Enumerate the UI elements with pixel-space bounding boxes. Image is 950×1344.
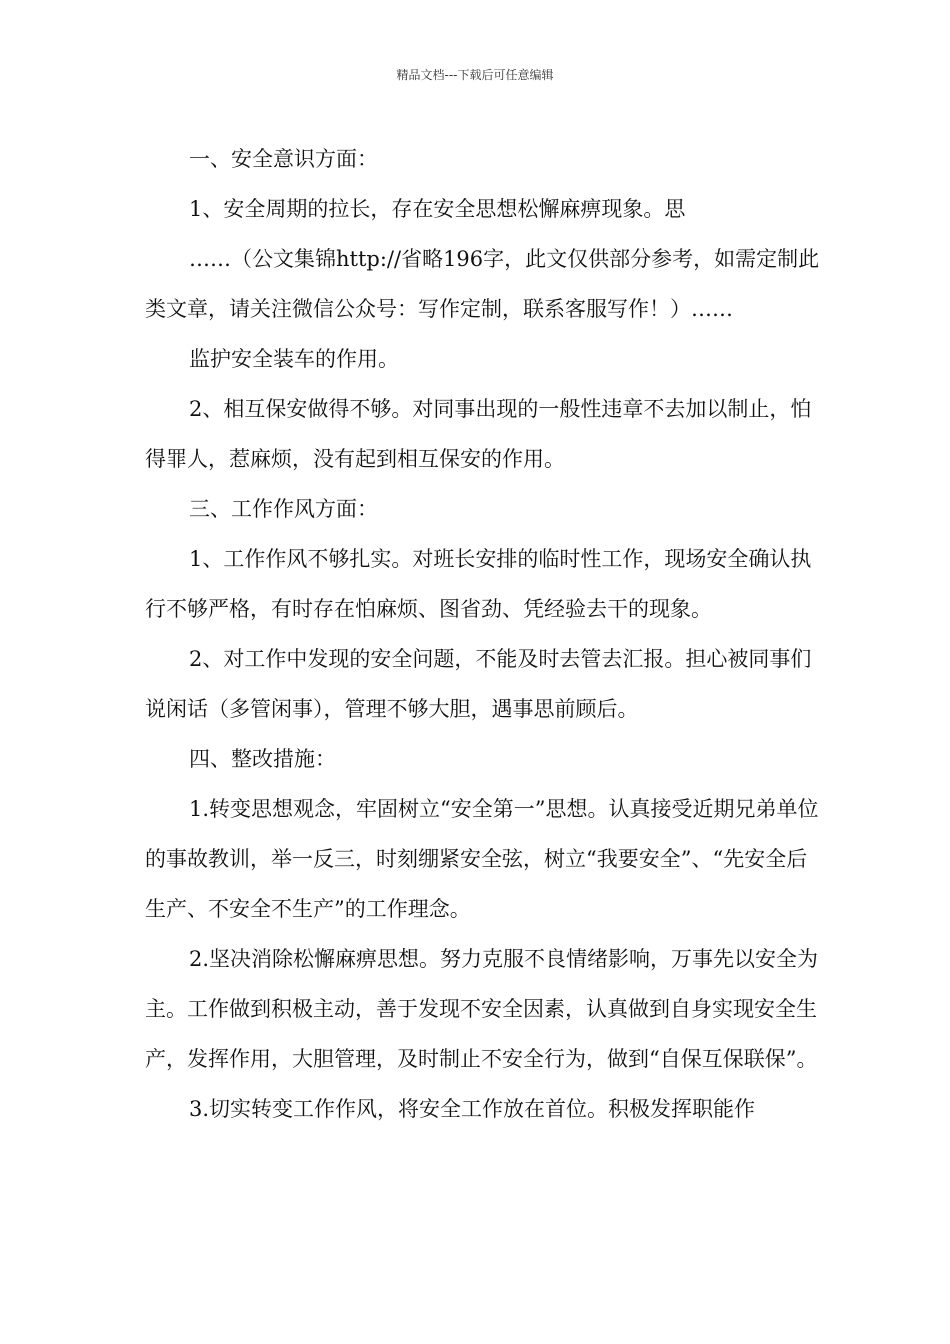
paragraph: 1、工作作风不够扎实。对班长安排的临时性工作，现场安全确认执行不够严格，有时存在怕麻烦、图省劲、凭经验去干的现象。 — [145, 547, 812, 621]
document-body — [145, 134, 825, 1134]
section-heading-rectification: 四、整改措施： — [189, 747, 336, 771]
paragraph: 3.切实转变工作作风，将安全工作放在首位。积极发挥职能作 — [189, 1097, 756, 1121]
paragraph: 1.转变思想观念，牢固树立“安全第一”思想。认真接受近期兄弟单位的事故教训，举一反三，时刻绷紧安全弦，树立“我要安全”、“先安全后生产、不安全不生产”的工作理念。 — [145, 797, 819, 921]
page-header: 精品文档---下载后可任意编辑 — [396, 68, 554, 82]
paragraph: 2、对工作中发现的安全问题，不能及时去管去汇报。担心被同事们说闲话（多管闲事），管理不够大胆，遇事思前顾后。 — [145, 647, 812, 721]
section-heading-work-style: 三、工作作风方面： — [189, 497, 378, 521]
section-heading-safety-awareness: 一、安全意识方面： — [189, 147, 378, 171]
omitted-content-notice: ……（公文集锦http://省略196字，此文仅供部分参考，如需定制此类文章，请关注微信公众号：写作定制，联系客服写作！）…… — [145, 247, 820, 321]
paragraph: 监护安全装车的作用。 — [189, 347, 399, 371]
paragraph: 2、相互保安做得不够。对同事出现的一般性违章不去加以制止，怕得罪人，惹麻烦，没有起到相互保安的作用。 — [145, 397, 812, 471]
paragraph: 1、安全周期的拉长，存在安全思想松懈麻痹现象。思 — [189, 197, 686, 221]
paragraph: 2.坚决消除松懈麻痹思想。努力克服不良情绪影响，万事先以安全为主。工作做到积极主动，善于发现不安全因素，认真做到自身实现安全生产，发挥作用，大胆管理，及时制止不安全行为，做到“自保互保联保”。 — [145, 947, 819, 1071]
